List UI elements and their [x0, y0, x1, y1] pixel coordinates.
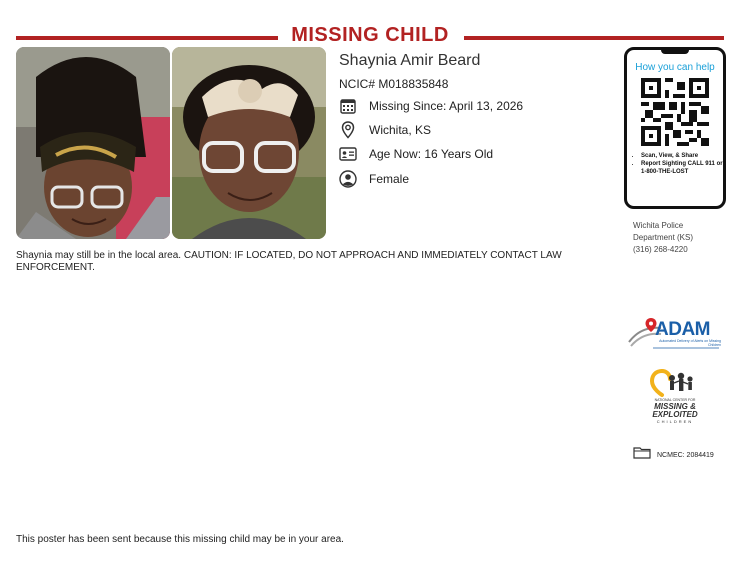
adam-wordmark: ADAM [655, 319, 710, 340]
location: Wichita, KS [369, 123, 432, 137]
ncmec-line-1: NATIONAL CENTER FOR [654, 398, 696, 402]
agency-name-line-1: Wichita Police [633, 221, 684, 230]
ncmec-case-number: NCMEC: 2084419 [657, 451, 714, 459]
header-rule-right [464, 36, 724, 40]
sex: Female [369, 172, 410, 186]
location-row [339, 121, 431, 139]
agency-phone[interactable]: (316) 268-4220 [633, 245, 688, 254]
age-row [339, 145, 493, 163]
person-icon [339, 170, 357, 188]
help-bullet-report: • Report Sighting CALL 911 or 1-800-THE-LOST [641, 160, 725, 176]
help-card [624, 47, 726, 209]
agency-name-line-2: Department (KS) [633, 233, 694, 242]
header-rule-left [16, 36, 278, 40]
ncmec-line-2: MISSING & [654, 402, 696, 411]
missing-since-row [339, 97, 523, 115]
adam-logo [627, 318, 723, 354]
footer-note: This poster has been sent because this missing child may be in your area. [16, 534, 344, 545]
missing-since: Missing Since: April 13, 2026 [369, 99, 524, 113]
adam-tagline: Automated Delivery of Alerts on Missing Children [659, 339, 721, 347]
id-card-icon [339, 145, 357, 163]
help-heading: How you can help [635, 62, 715, 73]
child-photo-1 [16, 47, 170, 239]
caution-text: Shaynia may still be in the local area. CAUTION: IF LOCATED, DO NOT APPROACH AND IMMEDIATELY CONTACT LAW ENFORCEMENT. [16, 250, 562, 273]
ncmec-case [633, 446, 714, 464]
ncic-number: NCIC# M018835848 [339, 77, 449, 91]
phone-notch [661, 50, 689, 54]
qr-code[interactable] [641, 78, 709, 146]
ncmec-line-4: CHILDREN [656, 419, 694, 424]
calendar-icon [339, 97, 357, 115]
child-name: Shaynia Amir Beard [339, 52, 481, 69]
ncmec-logo [648, 369, 702, 427]
sex-row [339, 170, 409, 188]
help-list [631, 152, 725, 176]
age-now: Age Now: 16 Years Old [369, 147, 494, 161]
location-pin-icon [339, 121, 357, 139]
folder-icon [633, 446, 651, 464]
agency-contact [633, 220, 733, 256]
ncmec-line-3: EXPLOITED [652, 410, 698, 419]
poster-title: MISSING CHILD [291, 24, 449, 46]
help-bullet-scan: • Scan, View, & Share [641, 152, 725, 160]
child-photo-2 [172, 47, 326, 239]
